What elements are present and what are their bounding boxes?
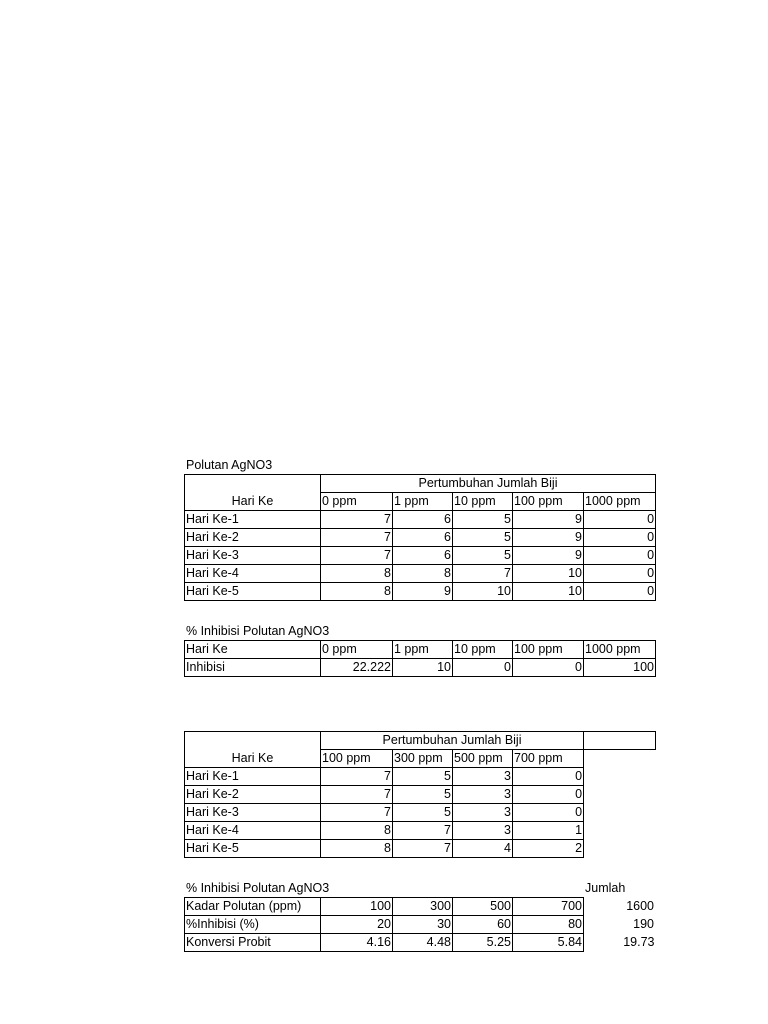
cell: 5: [453, 511, 513, 529]
growth-table-1: [184, 474, 656, 601]
growth-table-2: [184, 731, 656, 858]
row-label: Hari Ke-4: [185, 822, 321, 840]
cell: 0: [453, 659, 513, 677]
column-header: 100 ppm: [321, 750, 393, 768]
table-row: [185, 804, 656, 822]
table-row: [185, 511, 656, 529]
row-label: Hari Ke-2: [185, 786, 321, 804]
row-label: Hari Ke-2: [185, 529, 321, 547]
cell: 8: [321, 840, 393, 858]
row-label: Inhibisi: [185, 659, 321, 677]
table-row: [185, 768, 656, 786]
column-header: 1 ppm: [393, 641, 453, 659]
table4-caption: % Inhibisi Polutan AgNO3: [186, 881, 330, 895]
cell: 20: [321, 916, 393, 934]
cell: 10: [453, 583, 513, 601]
cell: 6: [393, 547, 453, 565]
cell: 9: [513, 529, 584, 547]
cell: 0: [584, 511, 656, 529]
cell: 10: [393, 659, 453, 677]
column-header: 1 ppm: [393, 493, 453, 511]
column-header: 100 ppm: [513, 641, 584, 659]
cell: 7: [393, 822, 453, 840]
cell: 1: [513, 822, 584, 840]
cell: 10: [513, 565, 584, 583]
cell: 5: [393, 768, 453, 786]
cell: 30: [393, 916, 453, 934]
cell: 7: [453, 565, 513, 583]
row-label: Hari Ke-1: [185, 768, 321, 786]
row-header: Hari Ke: [185, 641, 321, 659]
cell: 6: [393, 529, 453, 547]
cell: 8: [321, 583, 393, 601]
group-header: Pertumbuhan Jumlah Biji: [321, 732, 584, 750]
column-header: 1000 ppm: [584, 641, 656, 659]
cell: 0: [513, 786, 584, 804]
total-cell: 190: [633, 917, 654, 931]
table1-caption: Polutan AgNO3: [186, 458, 273, 472]
column-header: 10 ppm: [453, 641, 513, 659]
row-label: %Inhibisi (%): [185, 916, 321, 934]
cell: 4.48: [393, 934, 453, 952]
cell: 9: [393, 583, 453, 601]
row-label: Konversi Probit: [185, 934, 321, 952]
cell: 3: [453, 768, 513, 786]
cell: 0: [584, 547, 656, 565]
table-row: [185, 898, 656, 916]
table-row: [185, 583, 656, 601]
cell: 700: [513, 898, 584, 916]
cell: 7: [321, 786, 393, 804]
row-label: Kadar Polutan (ppm): [185, 898, 321, 916]
cell: 3: [453, 822, 513, 840]
table-row: [185, 916, 656, 934]
row-header: Hari Ke: [185, 732, 321, 768]
table-row: [185, 659, 656, 677]
cell: 80: [513, 916, 584, 934]
cell: 8: [321, 565, 393, 583]
table-row: [185, 786, 656, 804]
cell: 7: [321, 804, 393, 822]
cell: 9: [513, 511, 584, 529]
cell: 7: [321, 768, 393, 786]
total-cell: 19.73: [623, 935, 655, 949]
cell: 7: [393, 840, 453, 858]
cell: 3: [453, 786, 513, 804]
column-header: 10 ppm: [453, 493, 513, 511]
cell: 5: [453, 547, 513, 565]
table-row: [185, 822, 656, 840]
cell: 7: [321, 511, 393, 529]
column-header: 0 ppm: [321, 493, 393, 511]
cell: 100: [584, 659, 656, 677]
cell: 9: [513, 547, 584, 565]
cell: 4.16: [321, 934, 393, 952]
empty-cell: [584, 732, 656, 750]
cell: 5.84: [513, 934, 584, 952]
cell: 500: [453, 898, 513, 916]
cell: 5: [393, 786, 453, 804]
cell: 0: [584, 529, 656, 547]
column-header: 1000 ppm: [584, 493, 656, 511]
cell: 7: [321, 529, 393, 547]
cell: 8: [393, 565, 453, 583]
table-row: [185, 934, 656, 952]
column-header: 700 ppm: [513, 750, 584, 768]
cell: 0: [513, 768, 584, 786]
cell: 0: [584, 565, 656, 583]
total-cell: 1600: [626, 899, 654, 913]
column-header: 300 ppm: [393, 750, 453, 768]
cell: 3: [453, 804, 513, 822]
cell: 22.222: [321, 659, 393, 677]
cell: 60: [453, 916, 513, 934]
cell: 10: [513, 583, 584, 601]
row-label: Hari Ke-1: [185, 511, 321, 529]
row-label: Hari Ke-5: [185, 583, 321, 601]
cell: 0: [584, 583, 656, 601]
row-label: Hari Ke-3: [185, 547, 321, 565]
cell: 300: [393, 898, 453, 916]
table-row: [185, 565, 656, 583]
table-row: [185, 547, 656, 565]
probit-table: [184, 897, 656, 952]
cell: 5.25: [453, 934, 513, 952]
total-header: Jumlah: [585, 881, 626, 895]
cell: 0: [513, 804, 584, 822]
row-header: Hari Ke: [185, 475, 321, 511]
cell: 2: [513, 840, 584, 858]
table-row: [185, 529, 656, 547]
column-header: 100 ppm: [513, 493, 584, 511]
column-header: 500 ppm: [453, 750, 513, 768]
table-row: [185, 840, 656, 858]
cell: 5: [453, 529, 513, 547]
table2-caption: % Inhibisi Polutan AgNO3: [186, 624, 330, 638]
group-header: Pertumbuhan Jumlah Biji: [321, 475, 656, 493]
row-label: Hari Ke-4: [185, 565, 321, 583]
cell: 6: [393, 511, 453, 529]
cell: 5: [393, 804, 453, 822]
inhibition-table-1: [184, 640, 656, 677]
cell: 8: [321, 822, 393, 840]
cell: 100: [321, 898, 393, 916]
cell: 4: [453, 840, 513, 858]
column-header: 0 ppm: [321, 641, 393, 659]
row-label: Hari Ke-5: [185, 840, 321, 858]
cell: 7: [321, 547, 393, 565]
cell: 0: [513, 659, 584, 677]
row-label: Hari Ke-3: [185, 804, 321, 822]
